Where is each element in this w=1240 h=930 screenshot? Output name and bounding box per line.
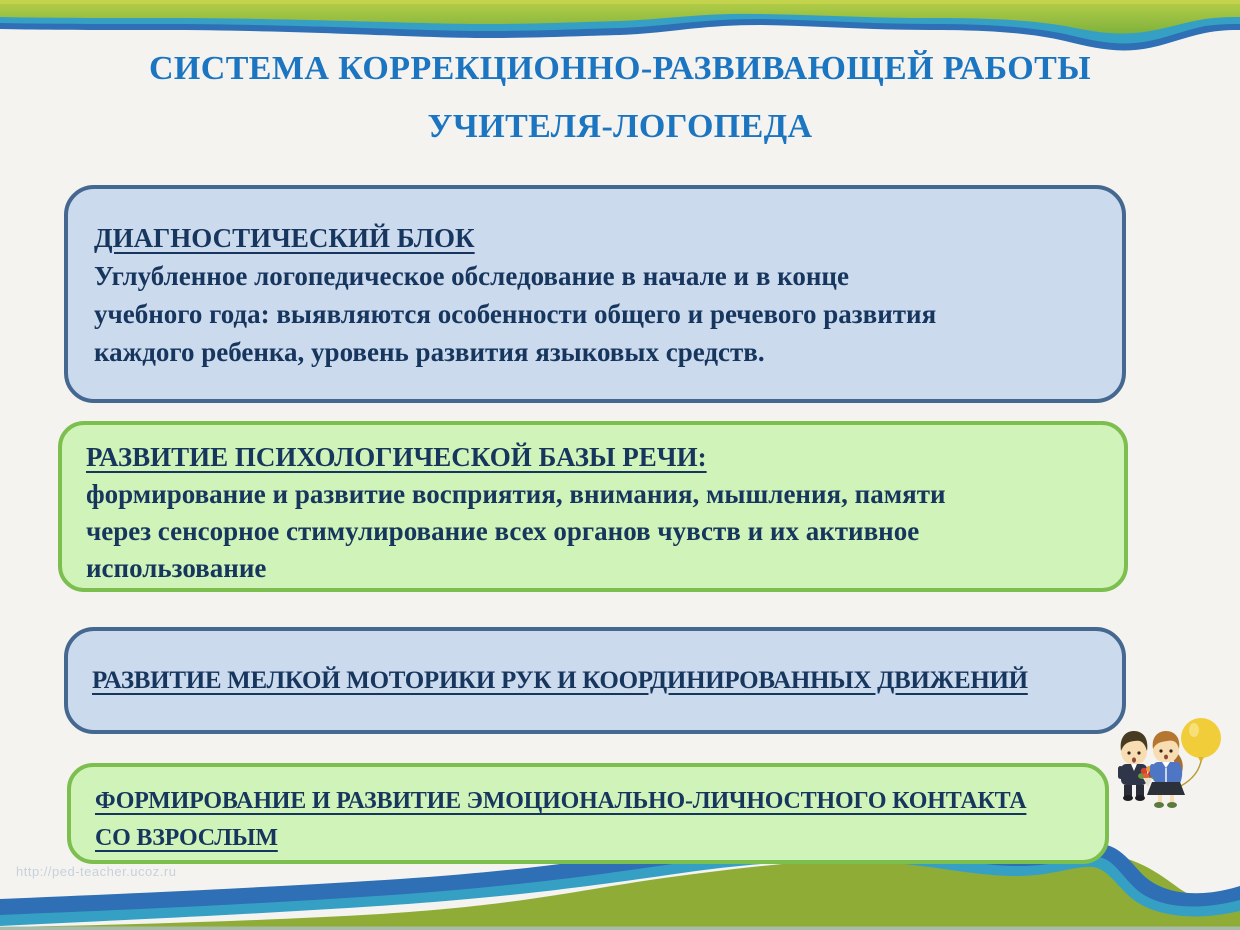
block-diagnostics-body: Углубленное логопедическое обследование в начале и в конце учебного года: выявляются особенности общего и речевого развития каждого ребенка, уровень развития языковых средств. [94, 261, 937, 367]
block-psych-base-heading: РАЗВИТИЕ ПСИХОЛОГИЧЕСКОЙ БАЗЫ РЕЧИ: [86, 442, 707, 472]
block-emotional-contact [67, 763, 1109, 864]
block-motor-skills [64, 627, 1126, 734]
slide-title [0, 40, 1240, 156]
block-psych-base-body: формирование и развитие восприятия, внимания, мышления, памяти через сенсорное стимулирование всех органов чувств и их активное использование [86, 479, 946, 583]
girl-figure [1147, 731, 1185, 808]
block-diagnostics [64, 185, 1126, 403]
block-diagnostics-heading: ДИАГНОСТИЧЕСКИЙ БЛОК [94, 223, 475, 253]
slide-title-line2: УЧИТЕЛЯ-ЛОГОПЕДА [427, 108, 813, 145]
watermark-url: http://ped-teacher.ucoz.ru [16, 864, 177, 879]
slide-title-line1: СИСТЕМА КОРРЕКЦИОННО-РАЗВИВАЮЩЕЙ РАБОТЫ [148, 50, 1092, 87]
block-psych-base [58, 421, 1128, 592]
children-clipart [1106, 710, 1236, 828]
block-emotional-contact-heading: ФОРМИРОВАНИЕ И РАЗВИТИЕ ЭМОЦИОНАЛЬНО-ЛИЧНОСТНОГО КОНТАКТА СО ВЗРОСЛЫМ [95, 788, 1027, 851]
block-motor-skills-heading: РАЗВИТИЕ МЕЛКОЙ МОТОРИКИ РУК И КООРДИНИРОВАННЫХ ДВИЖЕНИЙ [92, 666, 1028, 694]
balloon-icon [1175, 718, 1221, 789]
